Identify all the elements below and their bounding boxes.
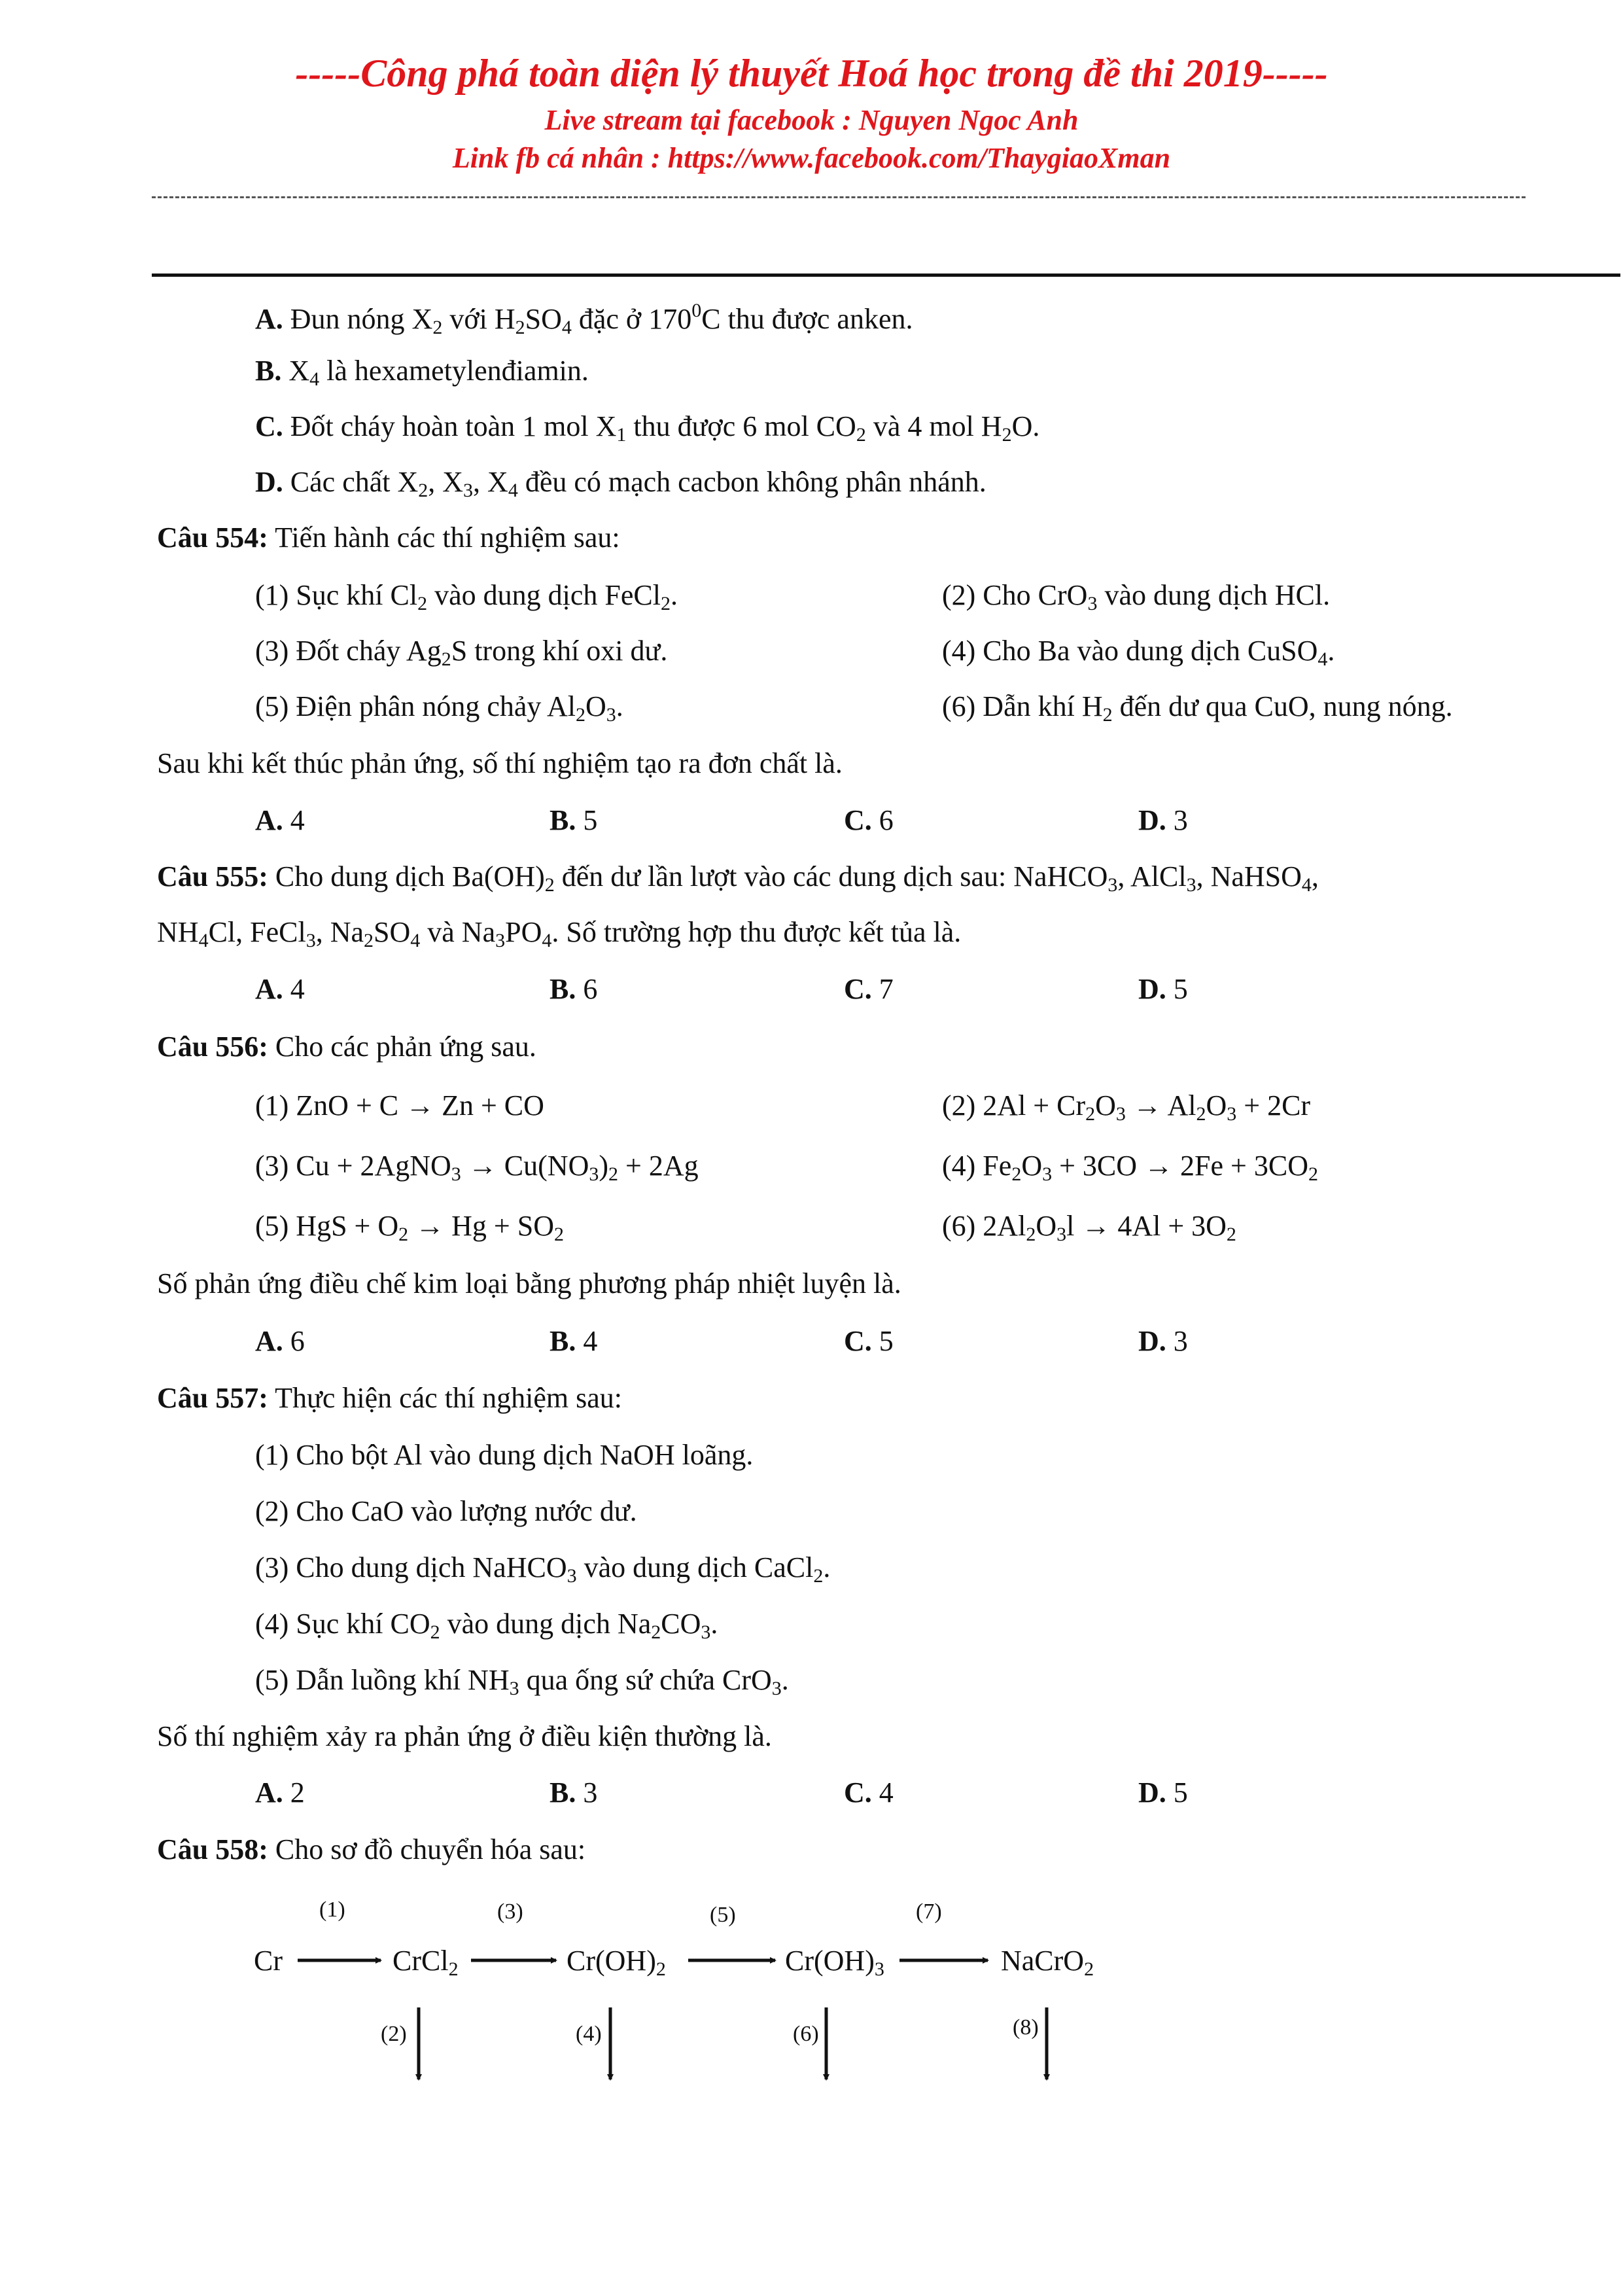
q556-reaction-4: (4) $Fe_2O_3 + 3CO \to 2Fe + 3CO_2$ [942,1150,1318,1185]
q554-answer-d[interactable]: D. 3 [1138,804,1188,836]
question-557-stem: Câu 557: Thực hiện các thí nghiệm sau: [157,1382,623,1414]
facebook-link[interactable]: Link fb cá nhân : https://www.facebook.com/ThaygiaoXman [452,142,1171,174]
q555-answer-b[interactable]: B. 6 [550,973,598,1005]
q556-answer-a[interactable]: A. 6 [255,1325,305,1357]
question-554-stem: Câu 554: Tiến hành các thí nghiệm sau: [157,521,620,554]
prev-option-b: B. $X_4$ là hexametylenđiamin. [255,355,589,390]
step-label-8: (8) [1013,2015,1039,2040]
q556-reaction-6: (6) $2Al_2O_3l \to 4Al + 3O_2$ [942,1210,1236,1245]
q555-answer-d[interactable]: D. 5 [1138,973,1188,1005]
q554-answer-c[interactable]: C. 6 [844,804,894,836]
q557-answer-d[interactable]: D. 5 [1138,1776,1188,1809]
q556-answer-b[interactable]: B. 4 [550,1325,598,1357]
step-label-6: (6) [793,2022,819,2046]
q557-answer-b[interactable]: B. 3 [550,1776,598,1809]
q554-exp-5: (5) Điện phân nóng chảy $Al_2O_3$. [255,690,623,726]
step-label-7: (7) [916,1899,942,1924]
prev-option-a: A. Đun nóng $X_2$ với $H_2SO_4$ đặc ở $170^0C$ thu được anken. [255,300,913,338]
species-nacro2: NaCrO$_2$ [1001,1945,1094,1980]
q554-answer-a[interactable]: A. 4 [255,804,305,836]
question-555-stem-line1: Câu 555: Cho dung dịch $Ba(OH)_2$ đến dư lần lượt vào các dung dịch sau: NaHCO$_3$, AlCl$_3$, NaHSO$_4$, [157,860,1319,896]
q554-exp-2: (2) Cho CrO$_3$ vào dung dịch HCl. [942,579,1331,614]
step-label-4: (4) [576,2022,602,2046]
q555-answer-a[interactable]: A. 4 [255,973,305,1005]
species-crcl2: CrCl$_2$ [393,1945,459,1980]
prev-option-d: D. Các chất $X_2$, $X_3$, $X_4$ đều có mạch cacbon không phân nhánh. [255,466,986,501]
species-croh3: $Cr(OH)_3$ [785,1945,884,1980]
q556-answer-c[interactable]: C. 5 [844,1325,894,1357]
q557-answer-a[interactable]: A. 2 [255,1776,305,1809]
species-croh2: $Cr(OH)_2$ [567,1945,666,1980]
q556-reaction-3: (3) Cu + 2AgNO$_3$ → $Cu(NO_3)_2 + 2Ag$ [255,1150,699,1185]
q557-exp-3: (3) Cho dung dịch NaHCO$_3$ vào dung dịch CaCl$_2$. [255,1551,831,1587]
question-558-stem: Câu 558: Cho sơ đồ chuyển hóa sau: [157,1833,586,1865]
q557-exp-1: (1) Cho bột Al vào dung dịch NaOH loãng. [255,1439,754,1471]
prev-option-c: C. Đốt cháy hoàn toàn 1 mol $X_1$ thu được 6 mol $CO_2$ và 4 mol $H_2O$. [255,410,1040,446]
q556-reaction-5: (5) HgS + $O_2 \to Hg + SO_2$ [255,1210,564,1245]
q554-exp-1: (1) Sục khí $Cl_2$ vào dung dịch FeCl$_2$. [255,579,678,614]
step-label-2: (2) [381,2022,407,2046]
step-label-3: (3) [497,1899,523,1924]
q554-answer-b[interactable]: B. 5 [550,804,598,836]
q554-exp-6: (6) Dẫn khí $H_2$ đến dư qua CuO, nung nóng. [942,690,1453,726]
question-556-stem: Câu 556: Cho các phản ứng sau. [157,1031,536,1063]
q556-reaction-2: (2) $2Al + Cr_2O_3 \to Al_2O_3 + 2Cr$ [942,1089,1311,1125]
q556-question: Số phản ứng điều chế kim loại bằng phương pháp nhiệt luyện là. [157,1267,901,1299]
step-label-1: (1) [319,1898,345,1922]
q557-exp-5: (5) Dẫn luồng khí $NH_3$ qua ống sứ chứa CrO$_3$. [255,1664,789,1699]
q555-answer-c[interactable]: C. 7 [844,973,894,1005]
q557-exp-2: (2) Cho CaO vào lượng nước dư. [255,1495,637,1527]
step-label-5: (5) [710,1903,736,1927]
q557-question: Số thí nghiệm xảy ra phản ứng ở điều kiện thường là. [157,1720,772,1752]
q557-exp-4: (4) Sục khí $CO_2$ vào dung dịch $Na_2CO_3$. [255,1608,718,1643]
q554-question: Sau khi kết thúc phản ứng, số thí nghiệm tạo ra đơn chất là. [157,747,843,779]
q554-exp-4: (4) Cho Ba vào dung dịch CuSO$_4$. [942,635,1335,670]
q556-answer-d[interactable]: D. 3 [1138,1325,1188,1357]
document-title: -----Công phá toàn diện lý thuyết Hoá học trong đề thi 2019----- [295,52,1328,95]
q557-answer-c[interactable]: C. 4 [844,1776,894,1809]
question-555-stem-line2: $NH_4Cl$, FeCl$_3$, $Na_2SO_4$ và $Na_3PO_4$. Số trường hợp thu được kết tủa là. [157,916,962,951]
q554-exp-3: (3) Đốt cháy $Ag_2S$ trong khí oxi dư. [255,635,668,670]
livestream-line: Live stream tại facebook : Nguyen Ngoc Anh [544,104,1079,136]
species-cr: Cr [254,1945,283,1977]
q556-reaction-1: (1) ZnO + C → Zn + CO [255,1089,544,1122]
